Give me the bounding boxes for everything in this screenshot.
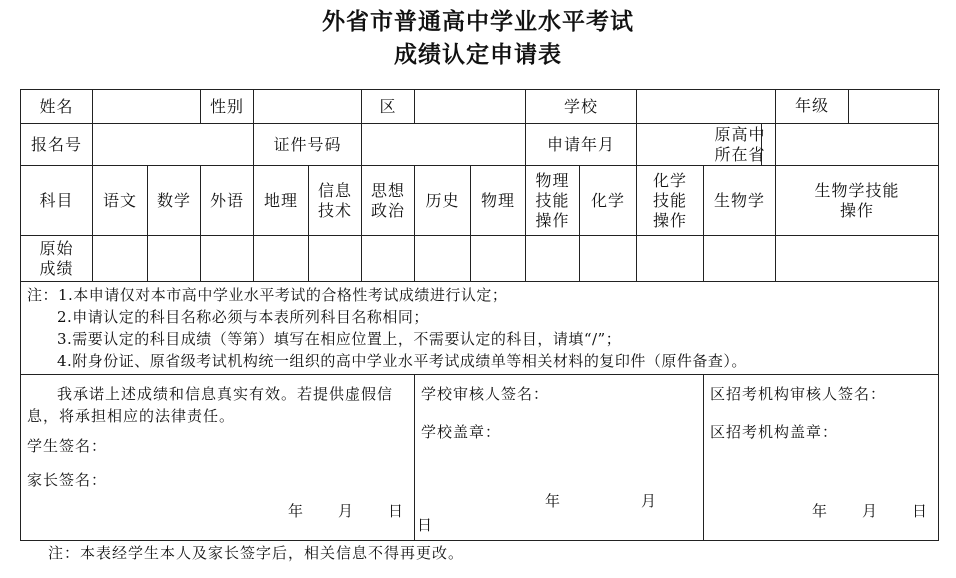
note-item: 2.申请认定的科目名称必须与本表所列科目名称相同；: [57, 308, 429, 326]
label-original-score: 原始成绩: [21, 236, 93, 282]
grade-cell[interactable]: [776, 90, 939, 124]
district-review-section: [704, 375, 939, 541]
label-gender: 性别: [201, 90, 254, 124]
student-signature[interactable]: 学生签名：: [27, 437, 108, 455]
input-id-no[interactable]: [362, 124, 526, 166]
score-cell[interactable]: [776, 236, 939, 282]
subject-header: 地理: [254, 166, 309, 236]
district-seal[interactable]: 区招考机构盖章：: [710, 423, 839, 441]
score-cell[interactable]: [580, 236, 637, 282]
subject-header: 生物学技能操作: [776, 166, 939, 236]
subject-header: 化学技能操作: [637, 166, 704, 236]
form-subtitle: 成绩认定申请表: [394, 42, 562, 68]
pledge-section: [21, 375, 415, 541]
school-date[interactable]: 年 月 日: [417, 492, 657, 534]
subject-header: 物理技能操作: [526, 166, 580, 236]
label-subjects: 科目: [21, 166, 93, 236]
label-grade: 年级: [795, 96, 830, 115]
label-id-no: 证件号码: [254, 124, 362, 166]
footer-note: 注：本表经学生本人及家长签字后，相关信息不得再更改。: [48, 544, 465, 562]
score-cell[interactable]: [254, 236, 309, 282]
notes-section: [21, 282, 939, 375]
input-district[interactable]: [415, 90, 526, 124]
label-origin-province: 原高中所在省: [714, 125, 766, 164]
subject-header: 信息技术: [309, 166, 362, 236]
score-cell[interactable]: [471, 236, 526, 282]
note-item: 注：1.本申请仅对本市高中学业水平考试的合格性考试成绩进行认定；: [27, 286, 508, 304]
score-cell[interactable]: [415, 236, 471, 282]
input-name[interactable]: [93, 90, 201, 124]
subject-header: 数学: [148, 166, 201, 236]
parent-signature[interactable]: 家长签名：: [27, 471, 108, 489]
label-school: 学校: [526, 90, 637, 124]
form-title: 外省市普通高中学业水平考试: [322, 9, 634, 35]
score-cell[interactable]: [637, 236, 704, 282]
school-review-section: [415, 375, 704, 541]
subject-header: 生物学: [704, 166, 776, 236]
input-reg-no[interactable]: [93, 124, 254, 166]
origin-province-cell[interactable]: [714, 124, 939, 166]
district-reviewer-signature[interactable]: 区招考机构审核人签名：: [710, 385, 887, 403]
score-cell[interactable]: [309, 236, 362, 282]
subject-header: 语文: [93, 166, 148, 236]
label-district: 区: [362, 90, 415, 124]
input-school[interactable]: [637, 90, 776, 124]
subject-header: 历史: [415, 166, 471, 236]
school-reviewer-signature[interactable]: 学校审核人签名：: [421, 385, 550, 403]
school-seal[interactable]: 学校盖章：: [421, 423, 502, 441]
district-date[interactable]: 年 月 日: [811, 502, 929, 520]
score-cell[interactable]: [148, 236, 201, 282]
note-item: 4.附身份证、原省级考试机构统一组织的高中学业水平考试成绩单等相关材料的复印件（原件备查）。: [57, 352, 747, 370]
score-cell[interactable]: [704, 236, 776, 282]
score-cell[interactable]: [362, 236, 415, 282]
note-item: 3.需要认定的科目成绩（等第）填写在相应位置上，不需要认定的科目，请填“/”；: [57, 330, 622, 348]
score-cell[interactable]: [93, 236, 148, 282]
subject-header: 思想政治: [362, 166, 415, 236]
subject-header: 物理: [471, 166, 526, 236]
label-reg-no: 报名号: [21, 124, 93, 166]
pledge-date[interactable]: 年 月 日: [287, 502, 404, 520]
input-gender[interactable]: [254, 90, 362, 124]
label-name: 姓名: [21, 90, 93, 124]
score-cell[interactable]: [201, 236, 254, 282]
score-cell[interactable]: [526, 236, 580, 282]
subject-header: 化学: [580, 166, 637, 236]
label-apply-date: 申请年月: [526, 124, 637, 166]
pledge-text: 我承诺上述成绩和信息真实有效。若提供虚假信息，将承担相应的法律责任。: [27, 385, 394, 425]
application-form-table: [20, 89, 939, 541]
subject-header: 外语: [201, 166, 254, 236]
